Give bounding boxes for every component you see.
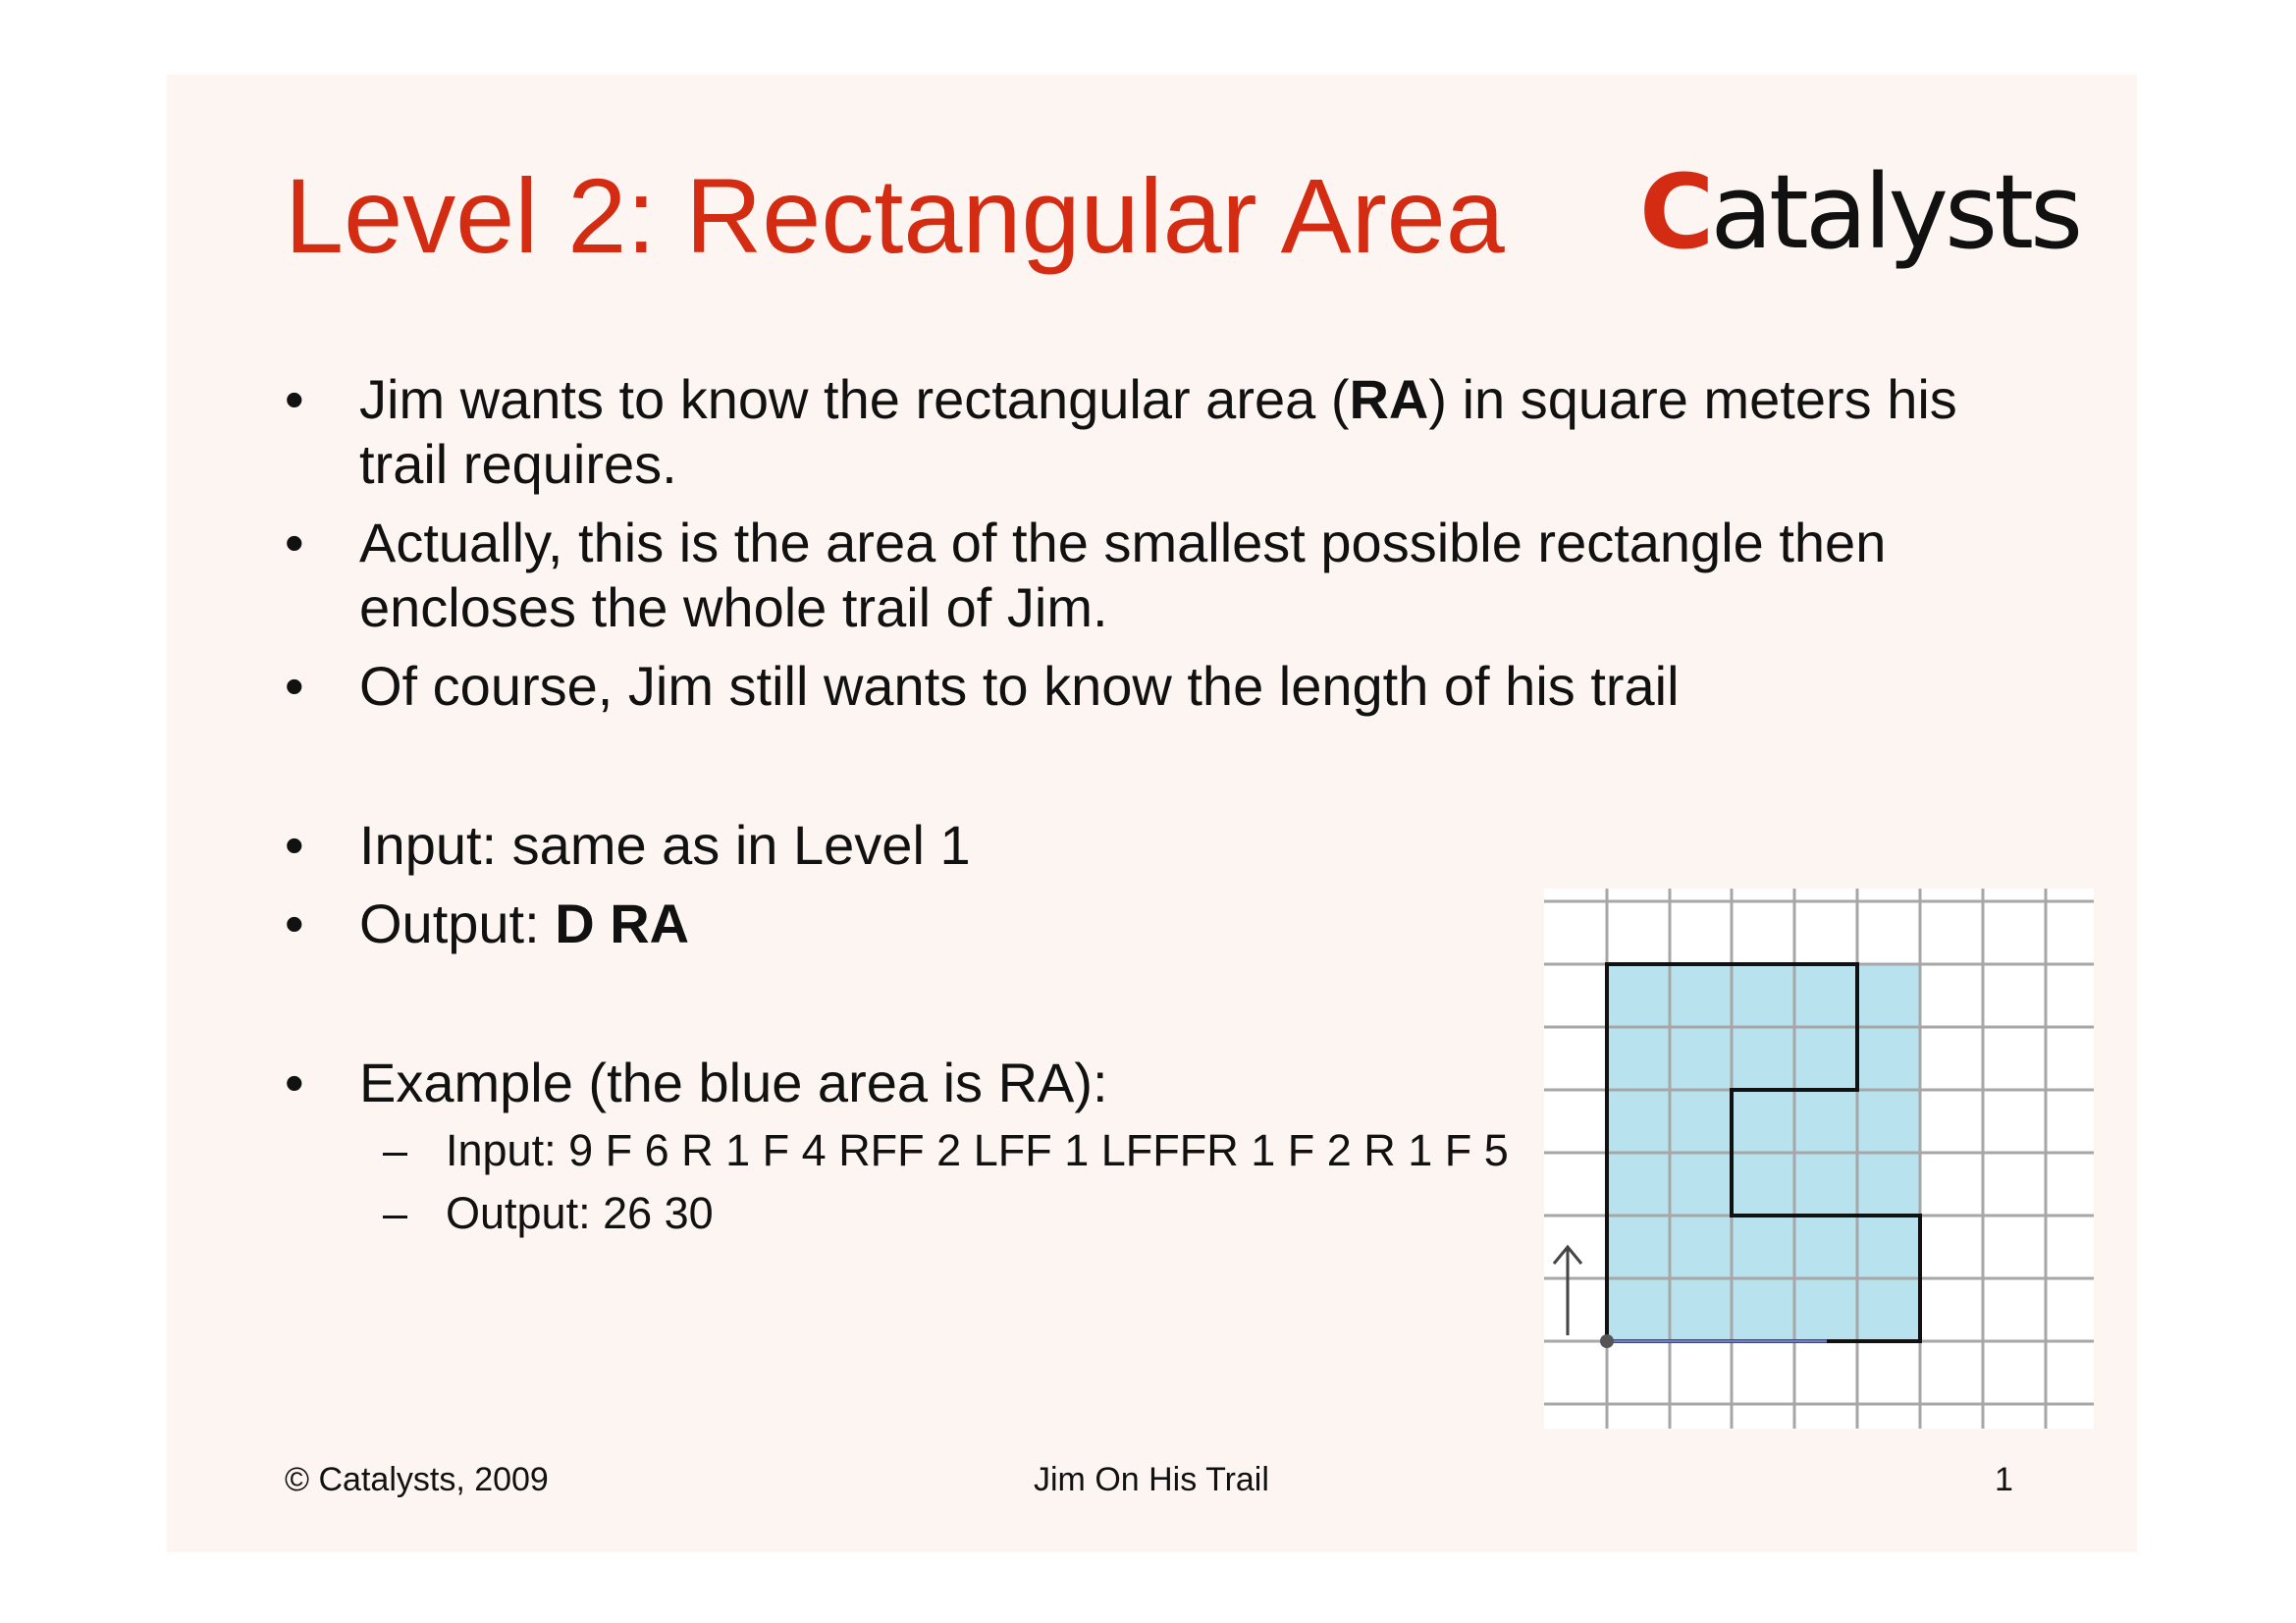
bullet-smallest-rectangle: • Actually, this is the area of the smallest possible rectangle then encloses the whole trail of Jim. [285,512,1887,638]
example-input: – Input: 9 F 6 R 1 F 4 RFF 2 LFF 1 LFFFR 1 F 2 R 1 F 5 [285,1119,2130,1182]
bullet-example: • Example (the blue area is RA): [285,1052,1108,1113]
dash-icon: – [383,1188,408,1238]
bullet-trail-length: • Of course, Jim still wants to know the length of his trail [285,655,1680,717]
bullet-ra-definition: • Jim wants to know the rectangular area (RA) in square meters his trail requires. [285,368,1957,495]
dash-icon: – [383,1125,408,1175]
footer-copyright: © Catalysts, 2009 [285,1461,549,1498]
bullet-output: • Output: D RA [285,893,690,954]
bullet-icon: • [285,1052,304,1113]
bullet-input: • Input: same as in Level 1 [285,814,971,876]
start-point-icon [1600,1334,1614,1348]
page-number: 1 [1995,1461,2013,1498]
slide-title: Level 2: Rectangular Area [285,156,1505,275]
trail-area-figure [1544,889,2094,1434]
example-output: – Output: 26 30 [285,1182,2130,1245]
bullet-icon: • [285,512,304,573]
bullet-icon: • [285,814,304,876]
bullet-icon: • [285,893,304,954]
footer-title: Jim On His Trail [1034,1461,1269,1498]
slide [167,75,2137,1552]
trail-grid-diagram [1544,889,2094,1429]
catalysts-logo: Catalysts [1639,152,2080,272]
bullet-icon: • [285,655,304,717]
bullet-icon: • [285,368,304,430]
